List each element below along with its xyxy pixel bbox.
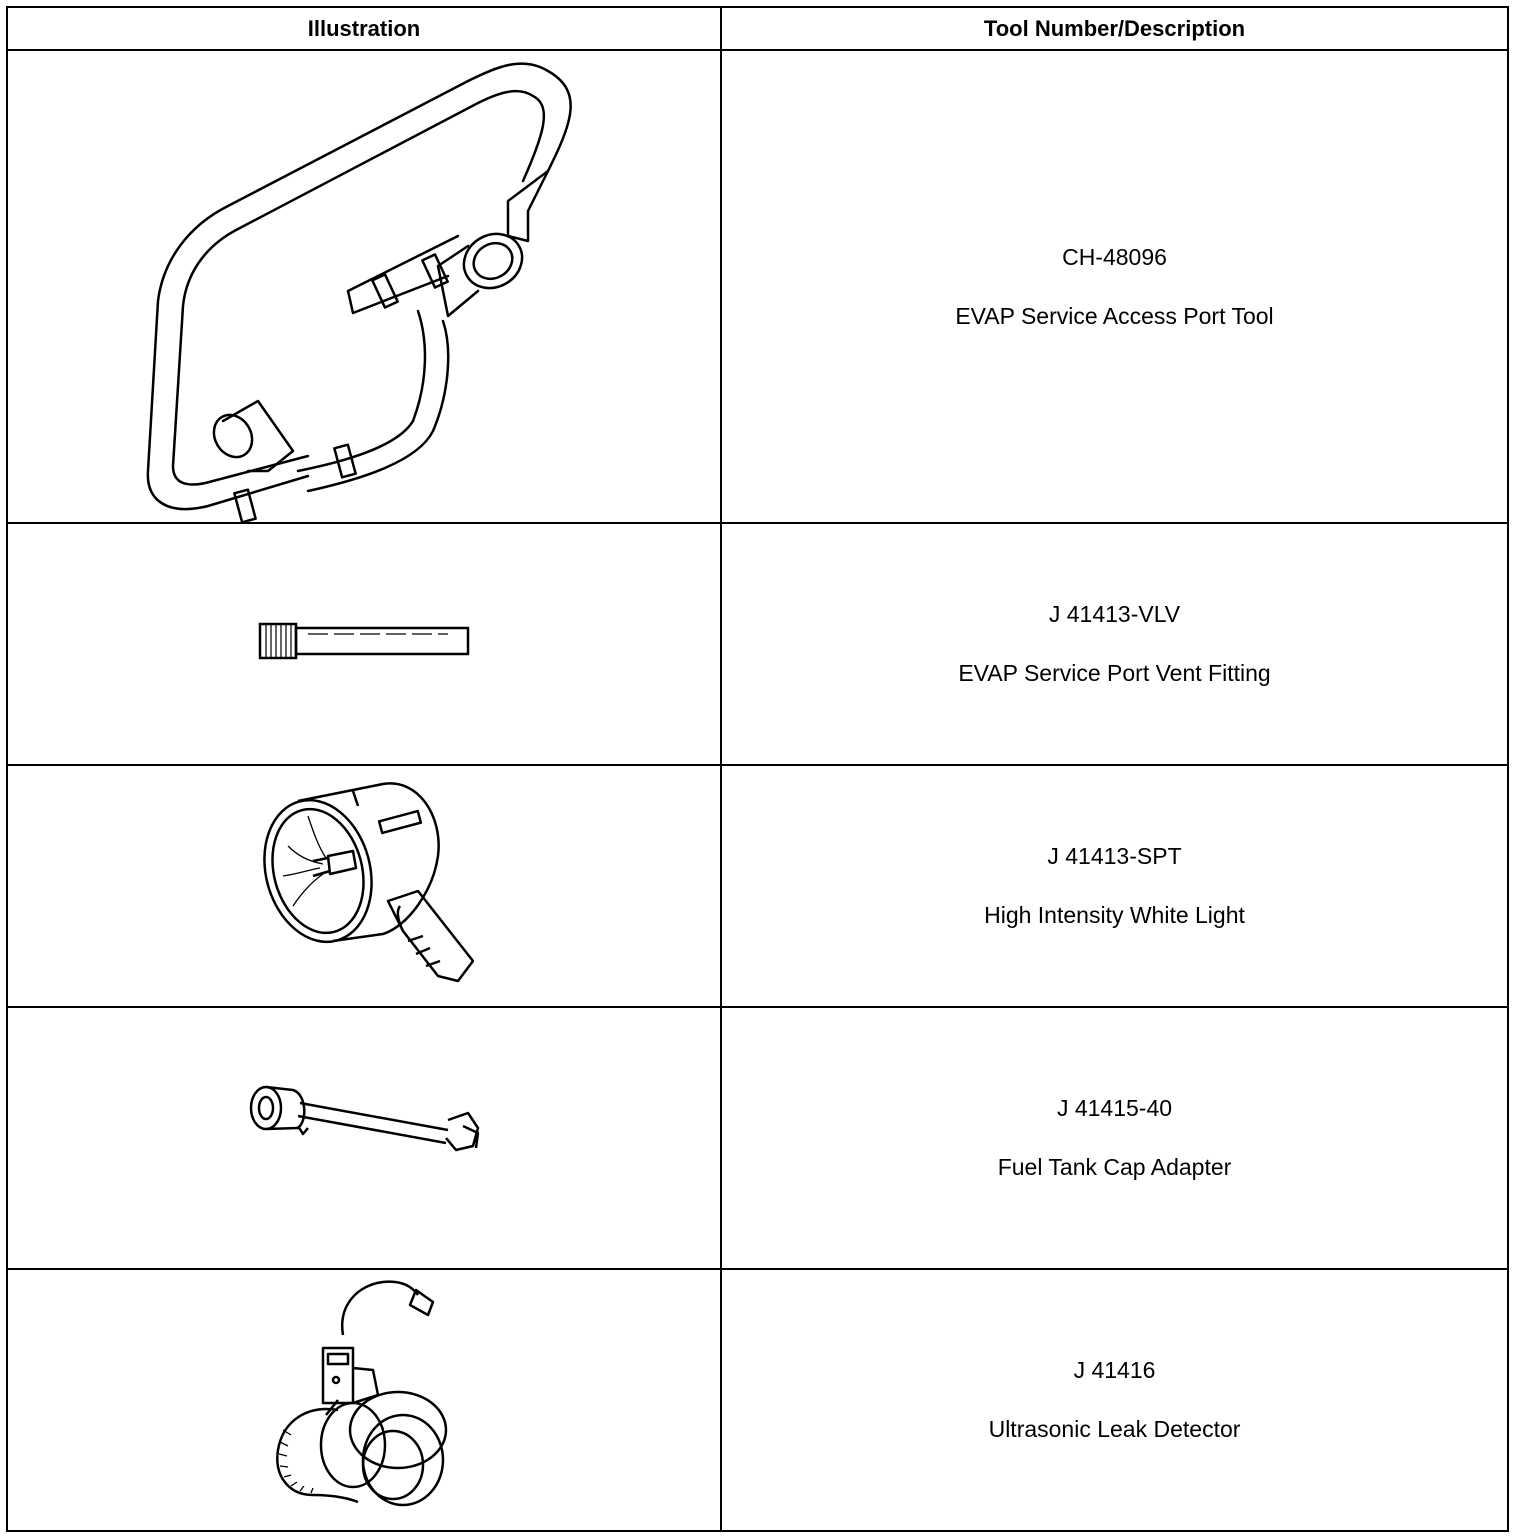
table-row [7,1269,1508,1531]
fuel-cap-adapter-icon [8,1008,722,1270]
tool-description: EVAP Service Access Port Tool [955,302,1274,329]
table-row [7,765,1508,1007]
description-cell [721,1269,1508,1531]
illustration-cell [7,50,721,523]
table-header-row [7,7,1508,50]
header-illustration: Illustration [7,7,721,50]
special-tools-table [6,6,1509,1532]
illustration-cell [7,523,721,765]
illustration-cell [7,1007,721,1269]
tool-number: J 41415-40 [1056,1095,1173,1121]
spotlight-icon [8,766,722,1008]
table-row [7,50,1508,523]
tool-number: CH-48096 [1062,243,1167,270]
description-cell [721,523,1508,765]
table-row [7,1007,1508,1269]
evap-service-access-port-tool-icon [8,51,722,524]
tool-description: Ultrasonic Leak Detector [988,1416,1241,1442]
illustration-cell [7,765,721,1007]
tool-description: High Intensity White Light [984,902,1245,928]
description-cell [721,1007,1508,1269]
tool-number: J 41413-VLV [1048,601,1181,627]
tool-number: J 41413-SPT [1047,843,1182,869]
description-cell [721,765,1508,1007]
ultrasonic-leak-detector-icon [8,1270,722,1532]
vent-fitting-icon [8,524,722,766]
header-tool-number-description: Tool Number/Description [721,7,1508,50]
tool-description: EVAP Service Port Vent Fitting [958,660,1271,686]
table-row [7,523,1508,765]
tool-number: J 41416 [1073,1357,1156,1383]
description-cell [721,50,1508,523]
illustration-cell [7,1269,721,1531]
tool-description: Fuel Tank Cap Adapter [997,1154,1232,1180]
